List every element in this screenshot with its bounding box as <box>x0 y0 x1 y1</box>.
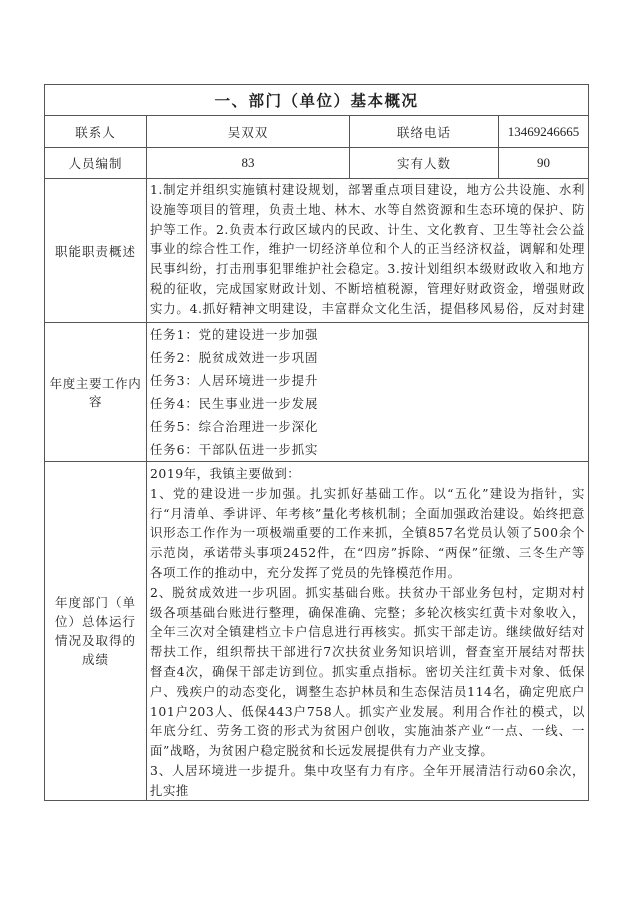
contact-label: 联系人 <box>45 116 147 147</box>
task-item: 任务3：人居环境进一步提升 <box>150 373 319 388</box>
achievement-paragraph: 1、党的建设进一步加强。扎实抓好基础工作。以“五化”建设为指针，实行“月清单、季讲评、年考核”量化考核机制；全面加强政治建设。始终把意识形态工作作为一项极端重要的工作来抓，全镇857名党员认领了500余个示范岗，承诺带头事项2452件，在“四房”拆除、“两保”征缴、三冬生产等各项工作的推动中，充分发挥了党员的先锋模范作用。 <box>150 485 585 580</box>
annual-work-row <box>45 323 588 462</box>
duties-content <box>147 179 588 322</box>
achievements-label: 年度部门（单位）总体运行情况及取得的成绩 <box>45 462 147 800</box>
achievement-paragraph: 2019年，我镇主要做到： <box>150 466 301 481</box>
contact-row <box>45 116 588 148</box>
achievement-paragraph: 2、脱贫成效进一步巩固。抓实基础台账。扶贫办干部业务包村，定期对村级各项基础台账进行整理，确保准确、完整；多轮次核实红黄卡对象收入，全年三次对全镇建档立卡户信息进行再核实。抓实干部走访。继续做好结对帮扶工作，组织帮扶干部进行7次扶贫业务知识培训，督查室开展结对帮扶督查4次，确保干部走访到位。抓实重点指标。密切关注红黄卡对象、低保户、残疾户的动态变化，调整生态护林员和生态保洁员114名，确定兜底户101户203人、低保443户758人。抓实产业发展。利用合作社的模式，以年底分红、劳务工资的形式为贫困户创收，实施油茶产业“一点、一线、一面”战略，为贫困户稳定脱贫和长远发展提供有力产业支撑。 <box>150 584 585 759</box>
section-title: 一、部门（单位）基本概况 <box>214 92 419 110</box>
phone-label: 联络电话 <box>350 116 499 147</box>
staff-quota-label: 人员编制 <box>45 148 147 178</box>
annual-work-label: 年度主要工作内容 <box>45 323 147 461</box>
contact-value: 吴双双 <box>147 116 350 147</box>
task-list <box>147 323 588 461</box>
staff-row <box>45 148 588 179</box>
task-item: 任务1：党的建设进一步加强 <box>150 327 319 342</box>
achievement-paragraph: 3、人居环境进一步提升。集中攻坚有力有序。全年开展清洁行动60余次，扎实推 <box>150 762 585 798</box>
achievements-content <box>147 462 588 800</box>
actual-staff-label: 实有人数 <box>350 148 499 178</box>
duties-text: 1.制定并组织实施镇村建设规划，部署重点项目建设，地方公共设施、水利设施等项目的管理，负责土地、林木、水等自然资源和生态环境的保护、防护等工作。2.负责本行政区域内的民政、计生、文化教育、卫生等社会公益事业的综合性工作，维护一切经济单位和个人的正当经济权益，调解和处理民事纠纷，打击刑事犯罪维护社会稳定。3.按计划组织本级财政收入和地方税的征收，完成国家财政计划、不断培植税源，管理好财政资金，增强财政实力。4.抓好精神文明建设，丰富群众文化生活，提倡移风易俗，反对封建 <box>150 182 585 316</box>
task-item: 任务6：干部队伍进一步抓实 <box>150 442 319 457</box>
basic-info-table <box>44 84 589 801</box>
task-item: 任务4：民生事业进一步发展 <box>150 396 319 411</box>
title-row <box>45 85 588 116</box>
duties-row <box>45 179 588 323</box>
task-item: 任务2：脱贫成效进一步巩固 <box>150 350 319 365</box>
duties-label: 职能职责概述 <box>45 179 147 322</box>
actual-staff-value: 90 <box>537 155 550 170</box>
phone-value: 13469246665 <box>507 123 580 139</box>
achievements-row <box>45 462 588 800</box>
staff-quota-value: 83 <box>147 148 350 178</box>
task-item: 任务5：综合治理进一步深化 <box>150 419 319 434</box>
